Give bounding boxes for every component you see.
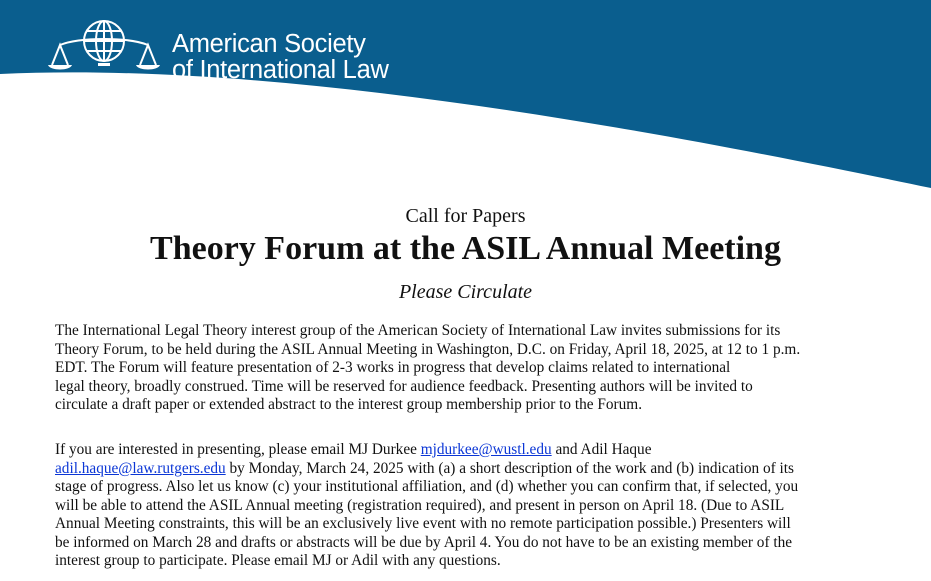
intro-paragraph	[55, 322, 885, 415]
line-text: If you are interested in presenting, please email MJ Durkee	[55, 441, 421, 458]
org-name-line1: American Society	[172, 30, 366, 58]
line-text: and Adil Haque	[551, 441, 652, 458]
paragraph-line: legal theory, broadly construed. Time will be reserved for audience feedback. Presenting authors will be invited to	[55, 377, 753, 395]
globe-with-scales-icon	[46, 13, 162, 77]
paragraph-line: be informed on March 28 and drafts or abstracts will be due by April 4. You do not have to be an existing member of the	[55, 533, 793, 551]
paragraph-line	[55, 460, 885, 479]
org-logo-text	[172, 31, 389, 83]
paragraph-line: circulate a draft paper or extended abstract to the interest group membership prior to the Forum.	[55, 396, 643, 413]
call-for-papers-label: Call for Papers	[405, 205, 526, 227]
paragraph-line: Annual Meeting constraints, this will be an exclusively live event with no remote participation possible.) Presenters will	[55, 515, 791, 532]
paragraph-line	[55, 441, 885, 460]
line-text: by Monday, March 24, 2025 with (a) a short description of the work and (b) indication of its	[225, 459, 794, 477]
email-link-haque[interactable]: adil.haque@law.rutgers.edu	[55, 459, 226, 477]
paragraph-line: stage of progress. Also let us know (c) your institutional affiliation, and (d) whether you can confirm that, if selected, you	[55, 478, 799, 495]
paragraph-line: interest group to participate. Please email MJ or Adil with any questions.	[55, 552, 501, 569]
page-title: Theory Forum at the ASIL Annual Meeting	[150, 230, 781, 267]
paragraph-line: will be able to attend the ASIL Annual meeting (registration required), and present in person on April 18. (Due to ASIL	[55, 496, 785, 514]
paragraph-line: The International Legal Theory interest group of the American Society of International Law invites submissions for its	[55, 322, 781, 339]
submission-paragraph	[55, 441, 885, 571]
page-subtitle: Please Circulate	[398, 281, 533, 303]
email-link-durkee[interactable]: mjdurkee@wustl.edu	[420, 441, 552, 458]
paragraph-line: EDT. The Forum will feature presentation of 2-3 works in progress that develop claims related to international	[55, 359, 731, 376]
org-name-line2: of International Law	[172, 56, 389, 84]
paragraph-line: Theory Forum, to be held during the ASIL Annual Meeting in Washington, D.C. on Friday, April 18, 2025, at 12 to 1 p.m.	[55, 340, 801, 358]
